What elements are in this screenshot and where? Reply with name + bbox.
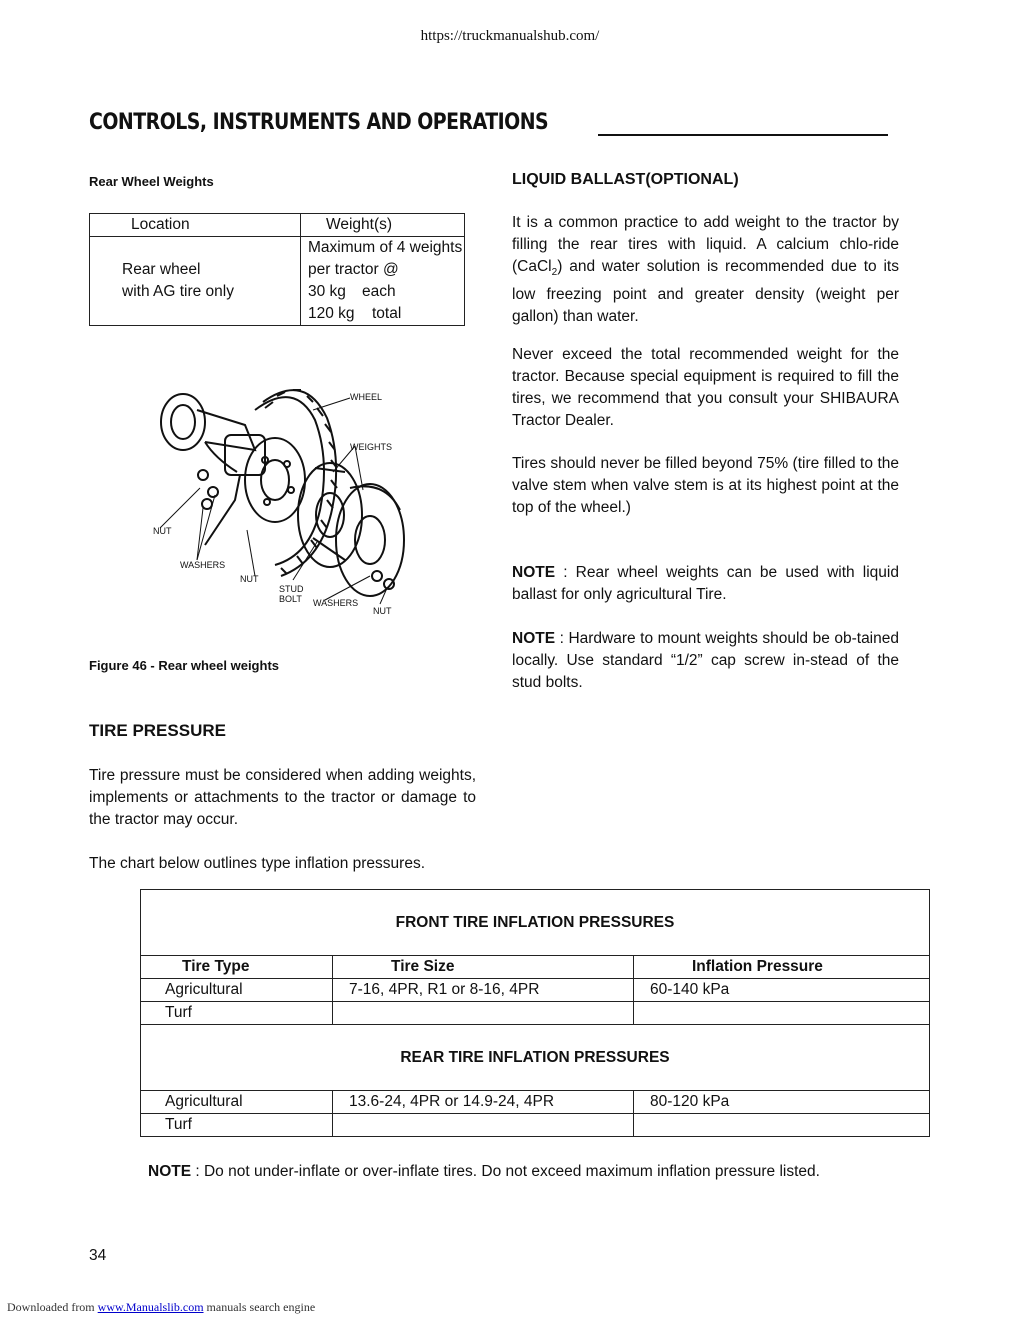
weights-line1: Maximum of 4 weights (308, 239, 463, 256)
label-nut-3: NUT (373, 606, 392, 616)
liquid-ballast-note2: NOTE : Hardware to mount weights should be ob-tained locally. Use standard “1/2” cap screw in-stead of the stud bolts. (512, 630, 899, 691)
front-row-2-type: Turf (141, 1002, 333, 1025)
col-location: Location (90, 214, 301, 237)
label-wheel: WHEEL (350, 392, 383, 402)
col-weights: Weight(s) (301, 214, 465, 237)
rear-row-2-pressure (634, 1114, 930, 1137)
weights-line2: per tractor @ (308, 261, 399, 278)
rear-row-2-type: Turf (141, 1114, 333, 1137)
liquid-ballast-heading: LIQUID BALLAST(OPTIONAL) (512, 171, 739, 188)
title-rule (598, 134, 888, 136)
front-row-1-type: Agricultural (141, 979, 333, 1002)
location-cell (90, 237, 301, 326)
figure-caption: Figure 46 - Rear wheel weights (89, 658, 279, 673)
bottom-note: NOTE : Do not under-inflate or over-inflate tires. Do not exceed maximum inflation pressure listed. (148, 1163, 820, 1180)
footer-link[interactable]: www.Manualslib.com (97, 1300, 204, 1314)
front-row-1-pressure: 60-140 kPa (634, 979, 930, 1002)
front-title: FRONT TIRE INFLATION PRESSURES (141, 890, 930, 956)
front-row-2-size (333, 1002, 634, 1025)
rear-row-2-size (333, 1114, 634, 1137)
label-washers-2: WASHERS (313, 598, 359, 608)
footer (7, 1300, 315, 1315)
col-tire-type: Tire Type (141, 956, 333, 979)
weights-line3: 30 kg each (308, 283, 396, 300)
col-inflation-pressure: Inflation Pressure (634, 956, 930, 979)
section-title: CONTROLS, INSTRUMENTS AND OPERATIONS (89, 110, 549, 135)
col-tire-size: Tire Size (333, 956, 634, 979)
rear-row-1-size: 13.6-24, 4PR or 14.9-24, 4PR (333, 1091, 634, 1114)
tire-pressure-heading: TIRE PRESSURE (89, 721, 226, 740)
front-row-1-size: 7-16, 4PR, R1 or 8-16, 4PR (333, 979, 634, 1002)
weights-line4: 120 kg total (308, 305, 402, 322)
label-weights: WEIGHTS (350, 442, 392, 452)
rear-title: REAR TIRE INFLATION PRESSURES (141, 1025, 930, 1091)
front-row-2-pressure (634, 1002, 930, 1025)
label-bolt: BOLT (279, 594, 302, 604)
rear-row-1-pressure: 80-120 kPa (634, 1091, 930, 1114)
label-nut-1: NUT (153, 526, 172, 536)
table-row (141, 1002, 930, 1025)
liquid-ballast-para1: It is a common practice to add weight to the tractor by filling the rear tires with liquid. A calcium chlo-ride (CaCl$_2$) and water solution is recommended due to its low freezing point and greater density (weight per gallon) than water. (512, 214, 899, 326)
rear-weights-heading: Rear Wheel Weights (89, 174, 214, 189)
footer-suffix: manuals search engine (206, 1300, 316, 1314)
table-row (141, 1091, 930, 1114)
rear-row-1-type: Agricultural (141, 1091, 333, 1114)
footer-prefix: Downloaded from (7, 1300, 95, 1314)
rear-weights-table (89, 213, 465, 326)
tire-pressure-para2: The chart below outlines type inflation pressures. (89, 855, 426, 872)
page-number: 34 (89, 1247, 107, 1264)
label-washers-1: WASHERS (180, 560, 226, 570)
weights-cell (301, 237, 465, 326)
rear-wheel-weights-figure (145, 380, 425, 620)
liquid-ballast-note1: NOTE : Rear wheel weights can be used with liquid ballast for only agricultural Tire. (512, 564, 899, 603)
header-url: https://truckmanualshub.com/ (420, 28, 600, 44)
table-row (141, 979, 930, 1002)
label-stud: STUD (279, 584, 304, 594)
liquid-ballast-para3: Tires should never be filled beyond 75% (tire filled to the valve stem when valve stem is at its highest point at the top of the wheel.) (512, 455, 899, 516)
tire-pressure-para1: Tire pressure must be considered when adding weights, implements or attachments to the tractor or damage to the tractor may occur. (89, 767, 476, 828)
location-line2: with AG tire only (122, 283, 234, 300)
liquid-ballast-para2: Never exceed the total recommended weight for the tractor. Because special equipment is required to fill the tires, we recommend that you consult your SHIBAURA Tractor Dealer. (512, 346, 899, 429)
table-row (141, 1114, 930, 1137)
inflation-pressure-table (140, 889, 930, 1137)
location-line1: Rear wheel (122, 261, 201, 278)
label-nut-2: NUT (240, 574, 259, 584)
